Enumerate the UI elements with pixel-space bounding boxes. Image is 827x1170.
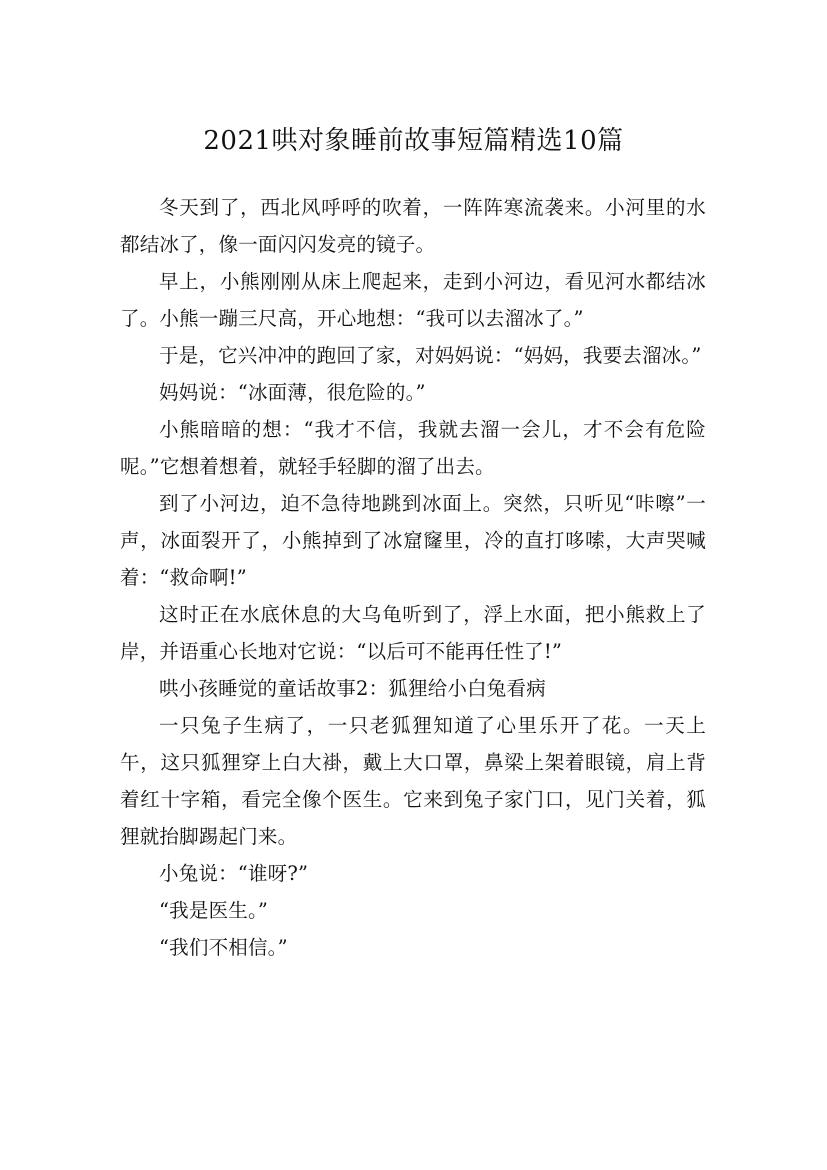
paragraph: 于是，它兴冲冲的跑回了家，对妈妈说：“妈妈，我要去溜冰。” — [159, 344, 702, 367]
paragraph: 这时正在水底休息的大乌龟听到了，浮上水面，把小熊救上了岸，并语重心长地对它说：“以后可不能再任性了!” — [120, 603, 706, 663]
paragraph: 到了小河边，迫不急待地跳到冰面上。突然，只听见“咔嚓”一声，冰面裂开了，小熊掉到了冰窟窿里，冷的直打哆嗦，大声哭喊着：“救命啊!” — [120, 492, 706, 589]
paragraph: 小兔说：“谁呀?” — [159, 862, 309, 885]
paragraph: 早上，小熊刚刚从床上爬起来，走到小河边，看见河水都结冰了。小熊一蹦三尺高，开心地想：“我可以去溜冰了。” — [120, 270, 706, 330]
paragraph: 妈妈说：“冰面薄，很危险的。” — [159, 381, 426, 404]
paragraph: 一只兔子生病了，一只老狐狸知道了心里乐开了花。一天上午，这只狐狸穿上白大褂，戴上大口罩，鼻梁上架着眼镜，肩上背着红十字箱，看完全像个医生。它来到兔子家门口，见门关着，狐狸就抬脚踢起门来。 — [120, 714, 706, 848]
paragraph: “我是医生。” — [159, 899, 269, 922]
section-heading: 哄小孩睡觉的童话故事2：狐狸给小白兔看病 — [159, 677, 546, 700]
paragraph: “我们不相信。” — [159, 936, 288, 959]
document-body — [120, 189, 706, 966]
document-title: 2021哄对象睡前故事短篇精选10篇 — [203, 126, 624, 157]
paragraph: 小熊暗暗的想：“我才不信，我就去溜一会儿，才不会有危险呢。”它想着想着，就轻手轻脚的溜了出去。 — [120, 418, 706, 478]
paragraph: 冬天到了，西北风呼呼的吹着，一阵阵寒流袭来。小河里的水都结冰了，像一面闪闪发亮的镜子。 — [120, 196, 706, 256]
